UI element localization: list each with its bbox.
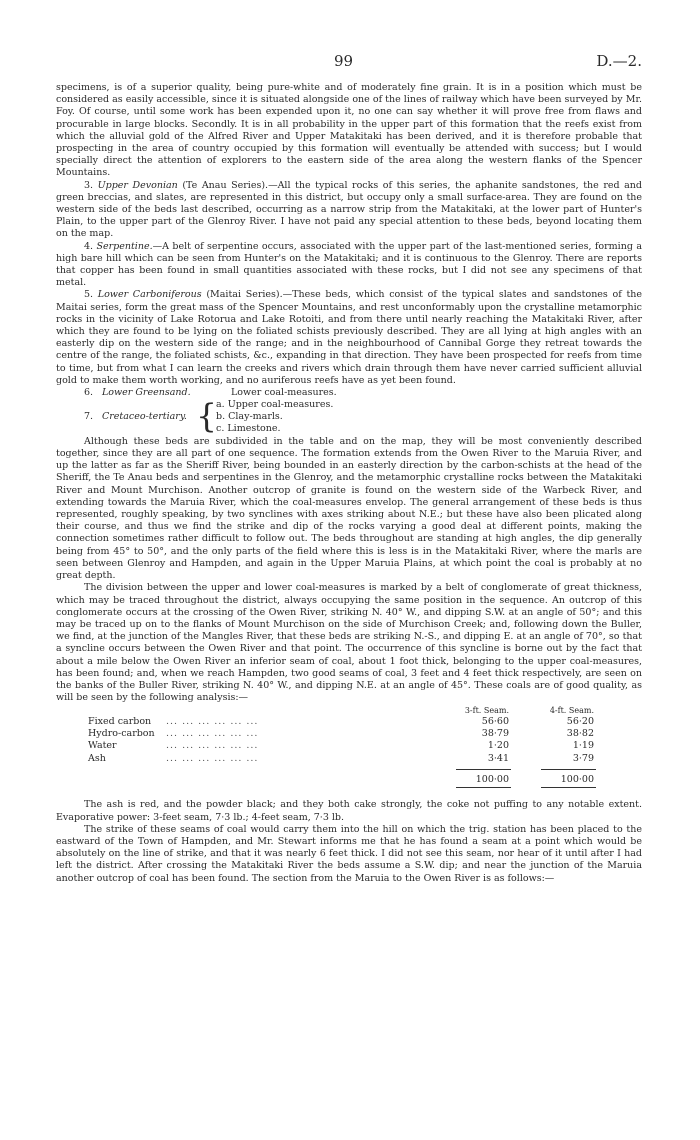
formation-list: [56, 387, 642, 436]
table-row: [56, 753, 642, 765]
cell-value: 38·82: [566, 728, 594, 740]
document-page: [56, 52, 642, 885]
column-header: 3-ft. Seam.: [464, 706, 509, 716]
list-item: [56, 387, 642, 399]
total-rule: [456, 769, 511, 770]
paragraph: The division between the upper and lower coal-measures is marked by a belt of conglomerate of great thickness, which may be traced throughout the district, always occupying the same position in the sequence. An outcrop of this conglomerate occurs at the crossing of the Owen River, striking N. 40° W., and dipping S.W. at an angle of 50°; and this may be traced up on to the flanks of Mount Murchison on the side of Murchison Creek; and, following down the Buller, we find, at the junction of the Mangles River, that these beds are striking N.-S., and dipping E. at an angle of 70°, so that a syncline occurs between the Owen River and that point. The occurrence of this syncline is borne out by the fact that about a mile below the Owen River an inferior seam of coal, about 1 foot thick, belonging to the upper coal-measures, has been found; and, when we reach Hampden, two good seams of coal, 3 feet and 4 feet thick respectively, are seen on the banks of the Buller River, striking N. 40° W., and dipping N.E. at an angle of 45°. These coals are of good quality, as will be seen by the following analysis:—: [56, 582, 642, 704]
list-number: 7.: [84, 411, 94, 423]
list-subitem: c. Limestone.: [216, 423, 281, 435]
page-header: [56, 52, 642, 72]
total-value: 100·00: [475, 774, 509, 786]
row-label: Hydro-carbon: [88, 728, 155, 740]
section-title: Lower Carboniferous: [97, 289, 202, 301]
total-rule: [541, 787, 596, 788]
brace-icon: {: [196, 396, 217, 436]
leader-dots: ... ... ... ... ... ...: [166, 753, 259, 765]
analysis-table: [56, 704, 642, 753]
leader-dots: ... ... ... ... ... ...: [166, 728, 259, 740]
document-reference: D.—2.: [596, 52, 642, 70]
table-row: [56, 716, 642, 728]
section-paragraph: [56, 241, 642, 290]
paragraph: The ash is red, and the powder black; and they both cake strongly, the coke not puffing to any notable extent. Evaporative power: 3-feet seam, 7·3 lb.; 4-feet seam, 7·3 lb.: [56, 799, 642, 823]
section-text: —A belt of serpentine occurs, associated with the upper part of the last-mentioned series, forming a high bare hill which can be seen from Hunter's on the Matakitaki; and it is continuous to the Glenroy. There are reports that copper has been found in small quantities associated with these rocks, but I did not see any specimens of that metal.: [56, 240, 642, 289]
section-number: 4.: [84, 240, 94, 252]
list-number: 6.: [84, 387, 94, 399]
section-paragraph: [56, 180, 642, 241]
page-number: 99: [334, 52, 354, 70]
row-label: Water: [88, 740, 117, 752]
body-text: [56, 82, 642, 885]
section-title: Upper Devonian: [97, 179, 178, 191]
cell-value: 56·60: [481, 716, 509, 728]
section-title: Serpentine.: [96, 240, 153, 252]
list-title: Cretaceo-tertiary.: [102, 411, 187, 423]
paragraph: The strike of these seams of coal would carry them into the hill on which the trig. station has been placed to the eastward of the Town of Hampden, and Mr. Stewart informs me that he has found a seam at a point which would be absolutely on the line of strike, and that it was nearly 6 feet thick. I did not see this seam, nor hear of it until after I had left the district. After crossing the Matakitaki River the beds assume a S.W. dip; and near the junction of the Maruia another outcrop of coal has been found. The section from the Maruia to the Owen River is as follows:—: [56, 823, 642, 884]
cell-value: 3·41: [487, 753, 509, 765]
row-label: Fixed carbon: [88, 716, 152, 728]
section-number: 5.: [84, 289, 94, 301]
paragraph: Although these beds are subdivided in the table and on the map, they will be most conveniently described together, since they are all part of one sequence. The formation extends from the Owen River to the Maruia River, and up the latter as far as the Sheriff River, being bounded in an easterly direction by the carbon-schists at the head of the Sheriff, the Te Anau beds and serpentines in the Glenroy, and the metamorphic crystalline rocks between the Matakitaki River and Mount Murchison. Another outcrop of granite is found on the western side of the Warbeck River, and extending towards the Maruia River, which the coal-measures envelop. The general arrangement of these beds is thus represented, roughly speaking, by two synclines with axes striking about N.E.; but these have also been plicated along their course, and thus we find the strike and dip of the rocks varying a good deal at different points, making the connection sometimes rather difficult to follow out. The beds throughout are standing at high angles, the dip generally being from 45° to 50°, and the only parts of the field where this is less is in the Matakitaki River, where the marls are seen between Glenroy and Hampden, and again in the Upper Maruia Plains, at which point the coal is probably at no great depth.: [56, 435, 642, 582]
table-row: [56, 740, 642, 752]
total-rule: [456, 787, 511, 788]
list-subitem: a. Upper coal-measures.: [216, 399, 334, 411]
cell-value: 56·20: [566, 716, 594, 728]
table-total-row: [56, 774, 642, 786]
cell-value: 1·20: [487, 740, 509, 752]
analysis-table-cont: [56, 753, 642, 799]
cell-value: 3·79: [572, 753, 594, 765]
section-text: (Te Anau Series).—All the typical rocks of this series, the aphanite sandstones, the red and green breccias, and slates, are represented in this district, but occupy only a small surface-area. They are found on the western side of the beds last described, occurring as a narrow strip from the Matakitaki, at the lower part of Hunter's Plain, to the upper part of the Glenroy River. I have not paid any special attention to these beds, beyond locating them on the map.: [56, 179, 642, 240]
total-value: 100·00: [560, 774, 594, 786]
section-number: 3.: [84, 179, 94, 191]
leader-dots: ... ... ... ... ... ...: [166, 716, 259, 728]
cell-value: 1·19: [572, 740, 594, 752]
paragraph: specimens, is of a superior quality, being pure-white and of moderately fine grain. It is in a position which must be considered as easily accessible, since it is situated alongside one of the lines of railway which have been surveyed by Mr. Foy. Of course, until some work has been expended upon it, no one can say whether it will prove free from flaws and procurable in large blocks. Secondly. It is in all probability in the upper part of this formation that the reefs exist from which the alluvial gold of the Alfred River and Upper Matakitaki has been derived, and it is therefore probable that prospecting in the area of country occupied by this formation will eventually be attended with success; but I would specially direct the attention of explorers to the eastern side of the area along the western flanks of the Spencer Mountains.: [56, 82, 642, 179]
leader-dots: ... ... ... ... ... ...: [166, 740, 259, 752]
column-header: 4-ft. Seam.: [549, 706, 594, 716]
section-paragraph: [56, 289, 642, 387]
cell-value: 38·79: [481, 728, 509, 740]
list-title: Lower Greensand.: [102, 387, 191, 399]
table-row: [56, 728, 642, 740]
list-value: Lower coal-measures.: [231, 387, 337, 399]
section-text: (Maitai Series).—These beds, which consist of the typical slates and sandstones of the Maitai series, form the great mass of the Spencer Mountains, and rest unconformably upon the crystalline metamorphic rocks in the vicinity of Lake Rotorua and Lake Rotoiti, and from there until nearly reaching the Matakitaki River, after which they are found to be lying on the foliated schists previously described. They are all lying at high angles with an easterly dip on the western side of the range; and in the neighbourhood of Cannibal Gorge they retreat towards the centre of the range, the foliated schists, &c., expanding in that direction. They have been prospected for reefs from time to time, but from what I can learn the creeks and rivers which drain through them have never carried sufficient alluvial gold to make them worth working, and no auriferous reefs have as yet been found.: [56, 289, 642, 386]
row-label: Ash: [88, 753, 106, 765]
total-rule: [541, 769, 596, 770]
list-subitem: b. Clay-marls.: [216, 411, 283, 423]
list-item: [56, 396, 642, 436]
